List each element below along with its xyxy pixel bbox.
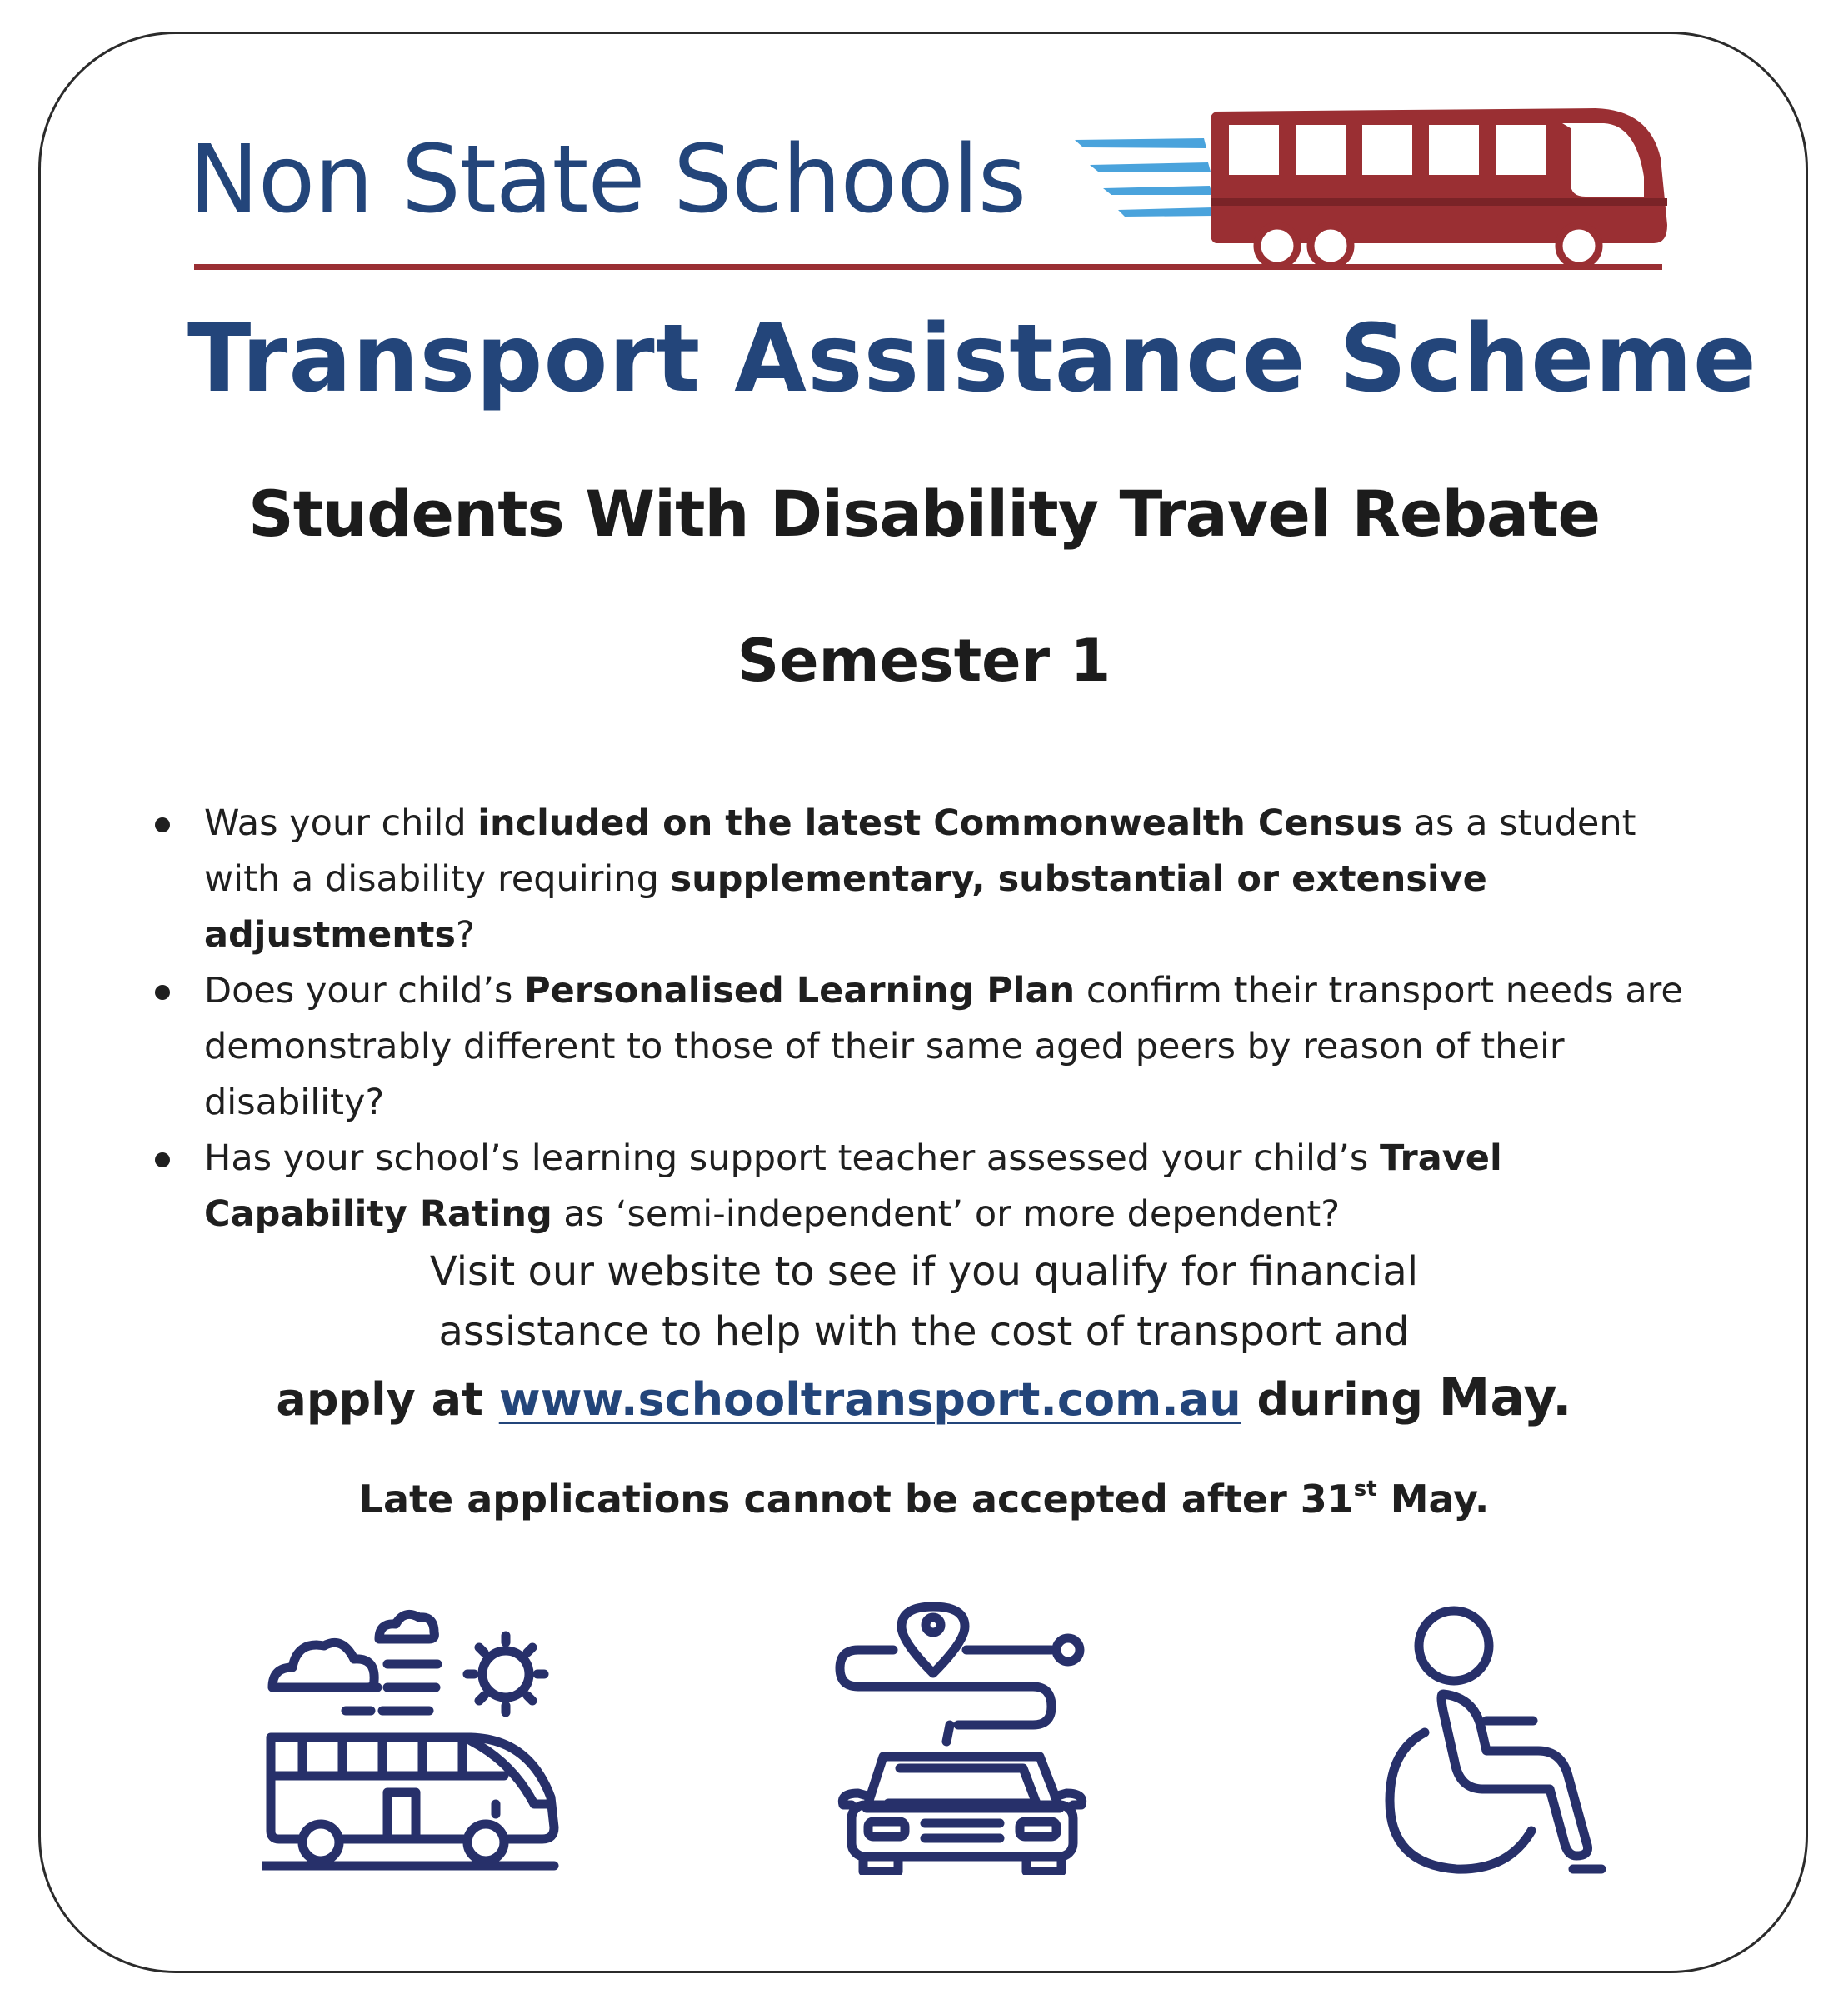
late-applications-notice (0, 1477, 1848, 1522)
item-bold-text: included on the latest Commonwealth Census (477, 802, 1402, 844)
item-bold-text: supplementary, substantial or extensive adjustments (204, 858, 1487, 956)
website-link[interactable]: www.schooltransport.com.au (498, 1373, 1241, 1426)
visit-text-line2: assistance to help with the cost of transport and (438, 1308, 1410, 1355)
late-text: Late applications cannot be accepted after 31 (358, 1477, 1354, 1522)
logo-divider (194, 264, 1662, 270)
car-route-icon (833, 1600, 1091, 1875)
logo-line-non-state-schools: Non State Schools (189, 126, 1026, 234)
item-text: Was your child (204, 802, 478, 844)
item-bold-text: Personalised Learning Plan (524, 970, 1076, 1012)
item-text: as ‘semi-independent’ or more dependent? (552, 1193, 1341, 1235)
eligibility-item-travel-capability (150, 1131, 1708, 1242)
eligibility-item-learning-plan (150, 963, 1708, 1131)
item-bold-text: Travel Capability Rating (204, 1137, 1502, 1235)
apply-line (0, 1367, 1848, 1427)
apply-prefix: apply at (276, 1373, 499, 1426)
bus-icon (1204, 100, 1671, 267)
wheelchair-icon (1383, 1604, 1608, 1879)
item-text: Does your child’s (204, 970, 525, 1012)
late-text-end: May. (1376, 1477, 1490, 1522)
item-text: Has your school’s learning support teacher assessed your child’s (204, 1137, 1380, 1179)
logo-line-transport-assistance-scheme: Transport Assistance Scheme (187, 305, 1757, 413)
item-text: confirm their transport needs are demonstrably different to those of their same aged peers by reason of their disability? (204, 970, 1683, 1123)
eligibility-item-census (150, 796, 1708, 963)
apply-month: May. (1438, 1367, 1572, 1427)
item-text: ? (456, 914, 475, 956)
eligibility-list (150, 796, 1708, 1242)
visit-text-line1: Visit our website to see if you qualify for financial (429, 1248, 1419, 1295)
item-text: as a student with a disability requiring (204, 802, 1636, 900)
semester-subtitle: Semester 1 (737, 627, 1111, 695)
bullet-icon (155, 1152, 170, 1167)
apply-suffix: during (1241, 1373, 1439, 1426)
late-superscript: st (1353, 1477, 1377, 1502)
scheme-logo (187, 100, 1757, 425)
bullet-icon (155, 985, 170, 1000)
bullet-icon (155, 817, 170, 832)
speed-lines-icon (1075, 135, 1221, 218)
page-title: Students With Disability Travel Rebate (247, 477, 1601, 551)
bus-weather-icon (262, 1604, 571, 1871)
